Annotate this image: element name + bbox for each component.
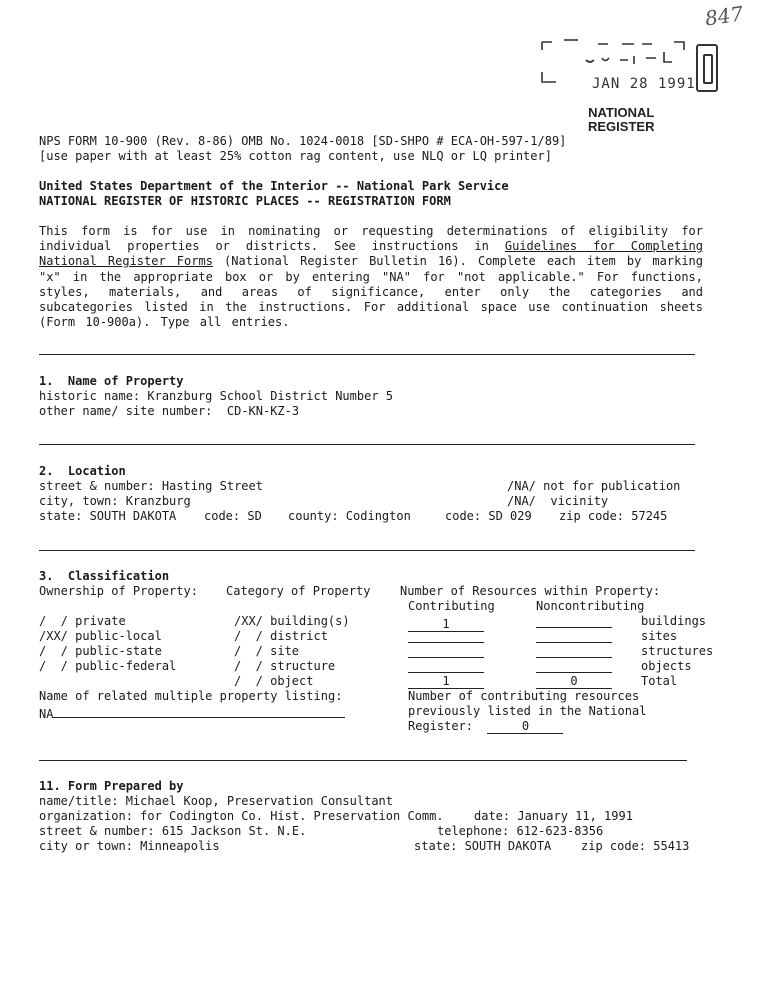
category-site: / / site xyxy=(234,644,300,658)
zip-code: zip code: 57245 xyxy=(559,509,668,523)
form-title: NATIONAL REGISTER OF HISTORIC PLACES -- REGISTRATION FORM xyxy=(39,194,451,208)
contributing-count: 1 xyxy=(408,675,484,689)
category-header: Category of Property xyxy=(226,584,371,598)
guidelines-link-text: Guidelines for Completing National Register Forms xyxy=(39,239,704,269)
category-district: / / district xyxy=(234,629,328,643)
previously-listed-line-3: Register: 0 xyxy=(408,719,563,734)
section-2-heading: 2. Location xyxy=(39,464,126,478)
agency-line: United States Department of the Interior -- National Park Service xyxy=(39,179,509,193)
related-listing-value: NA xyxy=(39,704,345,722)
contributing-count xyxy=(408,629,484,643)
paper-instructions: [use paper with at least 25% cotton rag content, use NLQ or LQ printer] xyxy=(39,149,552,163)
preparer-street: street & number: 615 Jackson St. N.E. xyxy=(39,824,307,838)
previously-listed-count: 0 xyxy=(487,720,563,734)
state-code: code: SD xyxy=(204,509,262,523)
resources-header: Number of Resources within Property: xyxy=(400,584,661,598)
category-object: / / object xyxy=(234,674,314,688)
historic-name: historic name: Kranzburg School District Number 5 xyxy=(39,389,394,403)
noncontributing-count xyxy=(536,614,612,628)
intro-paragraph xyxy=(39,224,703,330)
ownership-public-local: /XX/ public-local xyxy=(39,629,162,643)
intro-text-1: This form is for use in nominating or requesting determinations of eligibility for individual properties or districts. See instructions in xyxy=(39,224,703,254)
preparer-date: date: January 11, 1991 xyxy=(474,809,633,823)
divider xyxy=(39,354,695,355)
previously-listed-line-2: previously listed in the National xyxy=(408,704,647,718)
preparer-name-title: name/title: Michael Koop, Preservation Consultant xyxy=(39,794,394,808)
handwritten-note: 847 xyxy=(703,1,745,31)
contributing-count xyxy=(408,659,484,673)
divider xyxy=(39,760,687,761)
preparer-state: state: SOUTH DAKOTA xyxy=(414,839,552,853)
preparer-city: city or town: Minneapolis xyxy=(39,839,220,853)
ownership-private: / / private xyxy=(39,614,126,628)
resource-label-buildings: buildings xyxy=(641,614,707,628)
previously-listed-line-1: Number of contributing resources xyxy=(408,689,640,703)
section-3-heading: 3. Classification xyxy=(39,569,170,583)
street-number: street & number: Hasting Street xyxy=(39,479,263,493)
not-for-publication: /NA/ not for publication xyxy=(507,479,681,493)
section-1-heading: 1. Name of Property xyxy=(39,374,184,388)
preparer-organization: organization: for Codington Co. Hist. Preservation Comm. xyxy=(39,809,444,823)
city-town: city, town: Kranzburg xyxy=(39,494,191,508)
county: county: Codington xyxy=(288,509,411,523)
category-structure: / / structure xyxy=(234,659,336,673)
state: state: SOUTH DAKOTA xyxy=(39,509,177,523)
ownership-header: Ownership of Property: xyxy=(39,584,198,598)
ownership-public-federal: / / public-federal xyxy=(39,659,177,673)
divider xyxy=(39,550,695,551)
other-name-site-number: other name/ site number: CD-KN-KZ-3 xyxy=(39,404,300,418)
noncontributing-count: 0 xyxy=(536,675,612,689)
noncontributing-header: Noncontributing xyxy=(536,599,645,613)
section-11-heading: 11. Form Prepared by xyxy=(39,779,184,793)
contributing-count xyxy=(408,644,484,658)
category-buildings: /XX/ building(s) xyxy=(234,614,350,628)
national-register-stamp xyxy=(588,106,654,134)
resource-label-structures: structures xyxy=(641,644,714,658)
noncontributing-count xyxy=(536,659,612,673)
contributing-count: 1 xyxy=(408,618,484,632)
divider xyxy=(39,444,695,445)
county-code: code: SD 029 xyxy=(445,509,532,523)
stamp-received-date: JAN 28 1991 xyxy=(592,76,696,92)
vicinity: /NA/ vicinity xyxy=(507,494,609,508)
stamp-line-register: REGISTER xyxy=(588,119,655,134)
resource-label-total: Total xyxy=(641,674,678,688)
contributing-header: Contributing xyxy=(408,599,495,613)
stamp-d-icon xyxy=(696,44,718,92)
form-number-line: NPS FORM 10-900 (Rev. 8-86) OMB No. 1024-0018 [SD-SHPO # ECA-OH-597-1/89] xyxy=(39,134,567,148)
ownership-public-state: / / public-state xyxy=(39,644,162,658)
noncontributing-count xyxy=(536,644,612,658)
related-listing-label: Name of related multiple property listing: xyxy=(39,689,343,703)
resource-label-sites: sites xyxy=(641,629,678,643)
intro-text-2: (National Register Bulletin 16). Complete each item by marking "x" in the appropriate box or by entering "NA" for "not applicable." For functions, styles, materials, and areas of significance, enter only the categories and subcategories listed in the instructions. For additional space use continuation sheets (Form 10-900a). Type all entries. xyxy=(39,254,704,330)
noncontributing-count xyxy=(536,629,612,643)
stamp-line-national: NATIONAL xyxy=(588,105,655,120)
preparer-zip: zip code: 55413 xyxy=(581,839,690,853)
resource-label-objects: objects xyxy=(641,659,692,673)
preparer-telephone: telephone: 612-623-8356 xyxy=(437,824,604,838)
resource-row-total xyxy=(408,674,612,689)
